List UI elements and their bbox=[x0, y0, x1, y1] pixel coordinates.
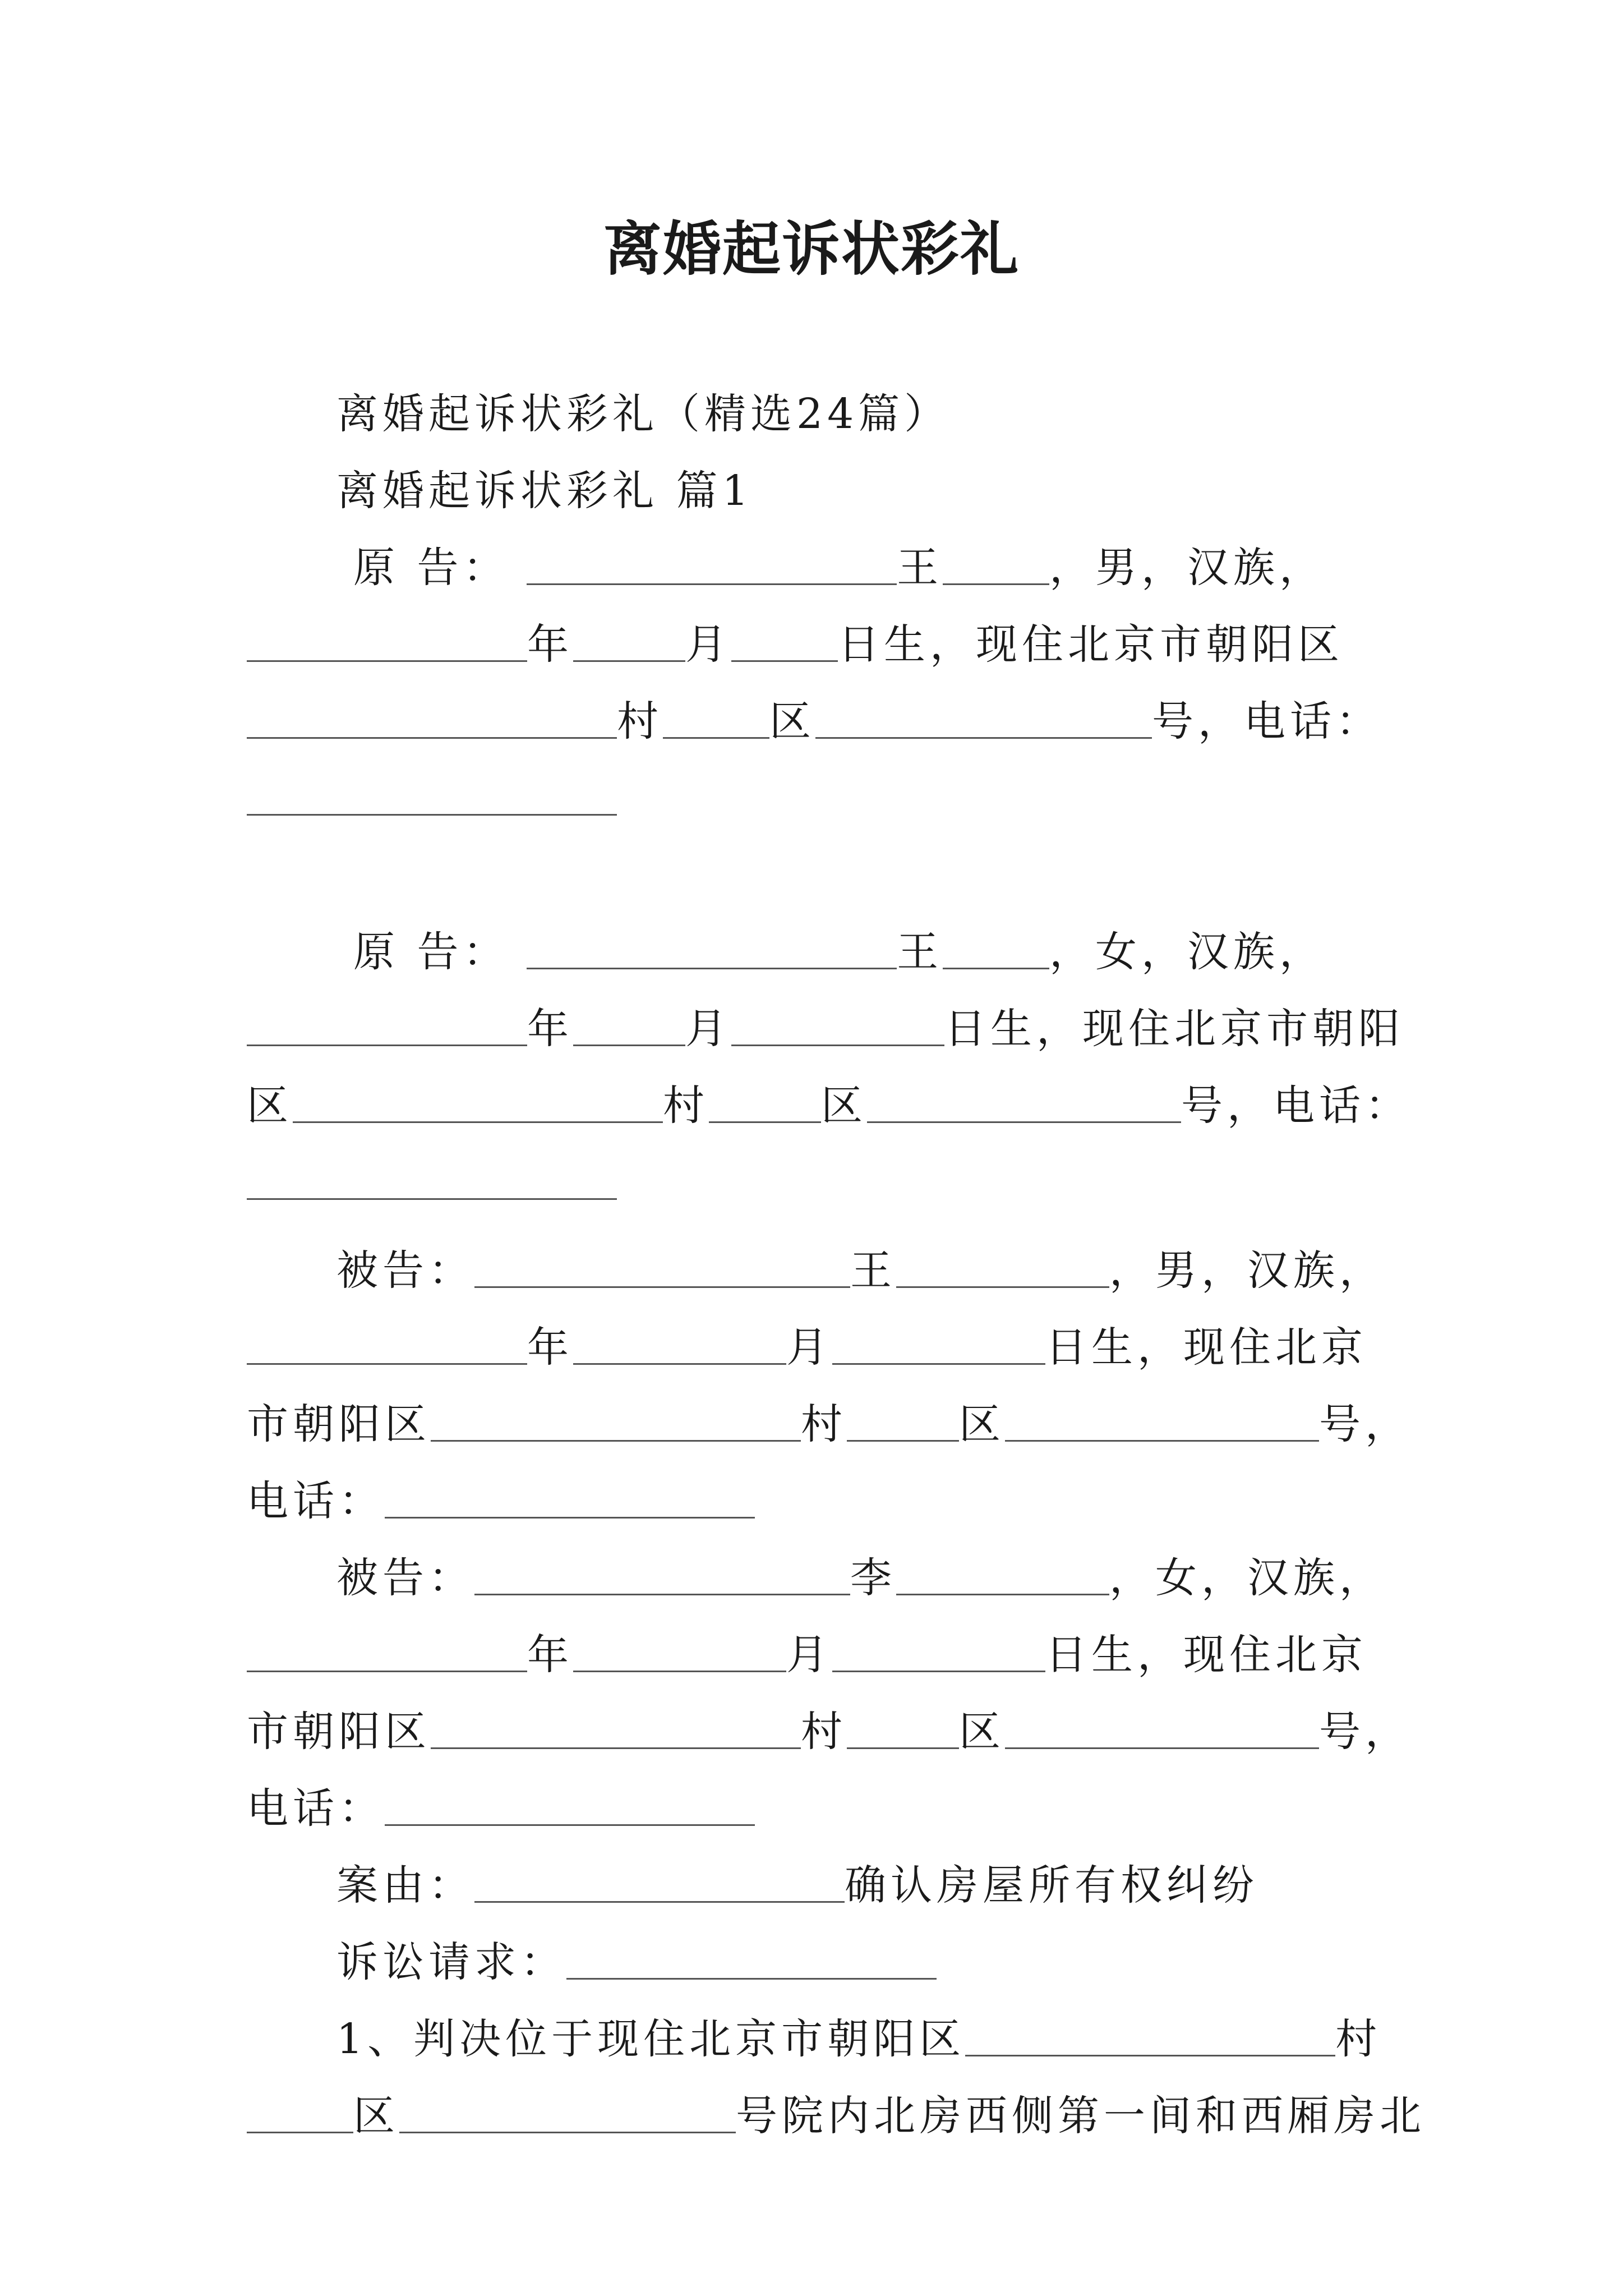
year-label: 年 bbox=[527, 1631, 573, 1679]
city-district-label: 市朝阳区 bbox=[247, 1400, 431, 1448]
document-body bbox=[247, 376, 1426, 2155]
blank-field[interactable] bbox=[832, 1324, 1045, 1365]
blank-field[interactable] bbox=[815, 698, 1152, 739]
blank-field[interactable] bbox=[431, 1401, 801, 1442]
residence-text: 日生，现住北京市朝阳区 bbox=[838, 620, 1344, 669]
blank-field[interactable] bbox=[474, 1554, 850, 1595]
village-label: 村 bbox=[663, 1082, 709, 1130]
plaintiff2-gender: ，女，汉族， bbox=[1049, 928, 1326, 976]
blank-field[interactable] bbox=[527, 928, 897, 969]
blank-field[interactable] bbox=[247, 2092, 353, 2133]
plaintiff1-line4 bbox=[247, 760, 1391, 837]
blank-field[interactable] bbox=[247, 1324, 527, 1365]
defendant1-surname: 王 bbox=[850, 1246, 896, 1295]
blank-field[interactable] bbox=[896, 1247, 1109, 1288]
plaintiff2-line3 bbox=[247, 1068, 1411, 1144]
blank-field[interactable] bbox=[847, 1401, 959, 1442]
blank-field[interactable] bbox=[896, 1554, 1109, 1595]
plaintiff1-line3 bbox=[247, 683, 1391, 760]
blank-field[interactable] bbox=[943, 928, 1049, 969]
phone-label: 号，电话： bbox=[1152, 697, 1382, 746]
blank-field[interactable] bbox=[573, 1324, 786, 1365]
blank-field[interactable] bbox=[847, 1708, 959, 1749]
district-label: 区 bbox=[959, 1400, 1005, 1448]
blank-field[interactable] bbox=[965, 2016, 1335, 2056]
defendant1-line3 bbox=[247, 1386, 1411, 1463]
blank-field[interactable] bbox=[566, 1939, 937, 1980]
cause-line bbox=[247, 1847, 1391, 1924]
phone-blank-field[interactable] bbox=[385, 1785, 755, 1826]
residence-text: 日生，现住北京 bbox=[1045, 1631, 1367, 1679]
section-heading: 离婚起诉状彩礼 篇1 bbox=[336, 467, 753, 515]
plaintiff1-gender: ，男，汉族， bbox=[1049, 544, 1326, 592]
phone-blank-field[interactable] bbox=[247, 775, 617, 816]
blank-field[interactable] bbox=[247, 621, 527, 662]
district-label: 区 bbox=[959, 1708, 1005, 1756]
blank-field[interactable] bbox=[731, 621, 838, 662]
claim1-line2 bbox=[247, 2078, 1426, 2155]
blank-field[interactable] bbox=[247, 698, 617, 739]
blank-field[interactable] bbox=[867, 1082, 1181, 1123]
plaintiff1-surname: 王 bbox=[897, 544, 943, 592]
defendant1-gender: ，男，汉族， bbox=[1109, 1246, 1385, 1295]
claim1-text: 1、判决位于现住北京市朝阳区 bbox=[336, 2015, 966, 2063]
defendant2-gender: ，女，汉族， bbox=[1109, 1554, 1385, 1602]
blank-field[interactable] bbox=[573, 621, 685, 662]
subtitle: 离婚起诉状彩礼（精选24篇） bbox=[336, 390, 951, 438]
phone-label: 电话： bbox=[247, 1477, 385, 1525]
plaintiff2-line1 bbox=[247, 914, 1391, 991]
cause-text: 确认房屋所有权纠纷 bbox=[845, 1861, 1258, 1910]
defendant1-line1 bbox=[247, 1232, 1391, 1309]
plaintiff2-line4 bbox=[247, 1144, 1391, 1221]
residence-text: 日生，现住北京 bbox=[1045, 1323, 1367, 1372]
spacer bbox=[247, 837, 1391, 914]
claims-line bbox=[247, 1924, 1391, 2001]
district-prefix: 区 bbox=[247, 1082, 293, 1130]
defendant1-line4 bbox=[247, 1463, 1391, 1540]
month-label: 月 bbox=[685, 620, 731, 669]
village-label: 村 bbox=[801, 1400, 847, 1448]
blank-field[interactable] bbox=[247, 1005, 527, 1046]
year-label: 年 bbox=[527, 1005, 573, 1053]
plaintiff2-surname: 王 bbox=[897, 928, 943, 976]
blank-field[interactable] bbox=[1005, 1708, 1319, 1749]
plaintiff2-line2 bbox=[247, 991, 1404, 1068]
blank-field[interactable] bbox=[943, 544, 1049, 585]
month-label: 月 bbox=[786, 1323, 832, 1372]
city-district-label: 市朝阳区 bbox=[247, 1708, 431, 1756]
document-title: 离婚起诉状彩礼 bbox=[603, 214, 1020, 283]
number-label: 号， bbox=[1319, 1400, 1411, 1448]
village-label: 村 bbox=[1335, 2015, 1382, 2063]
blank-field[interactable] bbox=[832, 1631, 1045, 1672]
year-label: 年 bbox=[527, 620, 573, 669]
year-label: 年 bbox=[527, 1323, 573, 1372]
defendant2-line4 bbox=[247, 1770, 1391, 1847]
claims-label: 诉讼请求： bbox=[336, 1938, 566, 1986]
defendant2-line3 bbox=[247, 1694, 1411, 1770]
blank-field[interactable] bbox=[731, 1005, 944, 1046]
claim1-line1 bbox=[247, 2001, 1391, 2078]
defendant2-label: 被告： bbox=[336, 1554, 474, 1602]
district-label: 区 bbox=[769, 697, 815, 746]
blank-field[interactable] bbox=[399, 2092, 736, 2133]
defendant1-label: 被告： bbox=[336, 1246, 474, 1295]
month-label: 月 bbox=[786, 1631, 832, 1679]
blank-field[interactable] bbox=[573, 1631, 786, 1672]
month-label: 月 bbox=[685, 1005, 731, 1053]
defendant1-line2 bbox=[247, 1309, 1391, 1386]
phone-label: 号，电话： bbox=[1181, 1082, 1411, 1130]
blank-field[interactable] bbox=[293, 1082, 663, 1123]
blank-field[interactable] bbox=[474, 1247, 850, 1288]
residence-text: 日生，现住北京市朝阳 bbox=[944, 1005, 1404, 1053]
plaintiff1-line1 bbox=[247, 530, 1391, 606]
blank-field[interactable] bbox=[247, 1631, 527, 1672]
spacer bbox=[247, 1221, 1391, 1232]
plaintiff2-label: 原 告： bbox=[353, 928, 509, 976]
village-label: 村 bbox=[801, 1708, 847, 1756]
village-label: 村 bbox=[617, 697, 663, 746]
blank-field[interactable] bbox=[431, 1708, 801, 1749]
plaintiff1-label: 原 告： bbox=[353, 544, 509, 592]
claim1-rest-text: 号院内北房西侧第一间和西厢房北 bbox=[736, 2092, 1426, 2140]
blank-field[interactable] bbox=[663, 698, 769, 739]
plaintiff1-line2 bbox=[247, 606, 1391, 683]
blank-field[interactable] bbox=[474, 1862, 845, 1903]
defendant2-line2 bbox=[247, 1617, 1391, 1694]
phone-blank-field[interactable] bbox=[247, 1159, 617, 1200]
district-label: 区 bbox=[821, 1082, 867, 1130]
phone-label: 电话： bbox=[247, 1784, 385, 1833]
blank-field[interactable] bbox=[527, 544, 897, 585]
blank-field[interactable] bbox=[573, 1005, 685, 1046]
cause-label: 案由： bbox=[336, 1861, 474, 1910]
phone-blank-field[interactable] bbox=[385, 1478, 755, 1519]
defendant2-surname: 李 bbox=[850, 1554, 896, 1602]
district-label: 区 bbox=[353, 2092, 399, 2140]
blank-field[interactable] bbox=[709, 1082, 821, 1123]
defendant2-line1 bbox=[247, 1540, 1391, 1617]
number-label: 号， bbox=[1319, 1708, 1411, 1756]
blank-field[interactable] bbox=[1005, 1401, 1319, 1442]
